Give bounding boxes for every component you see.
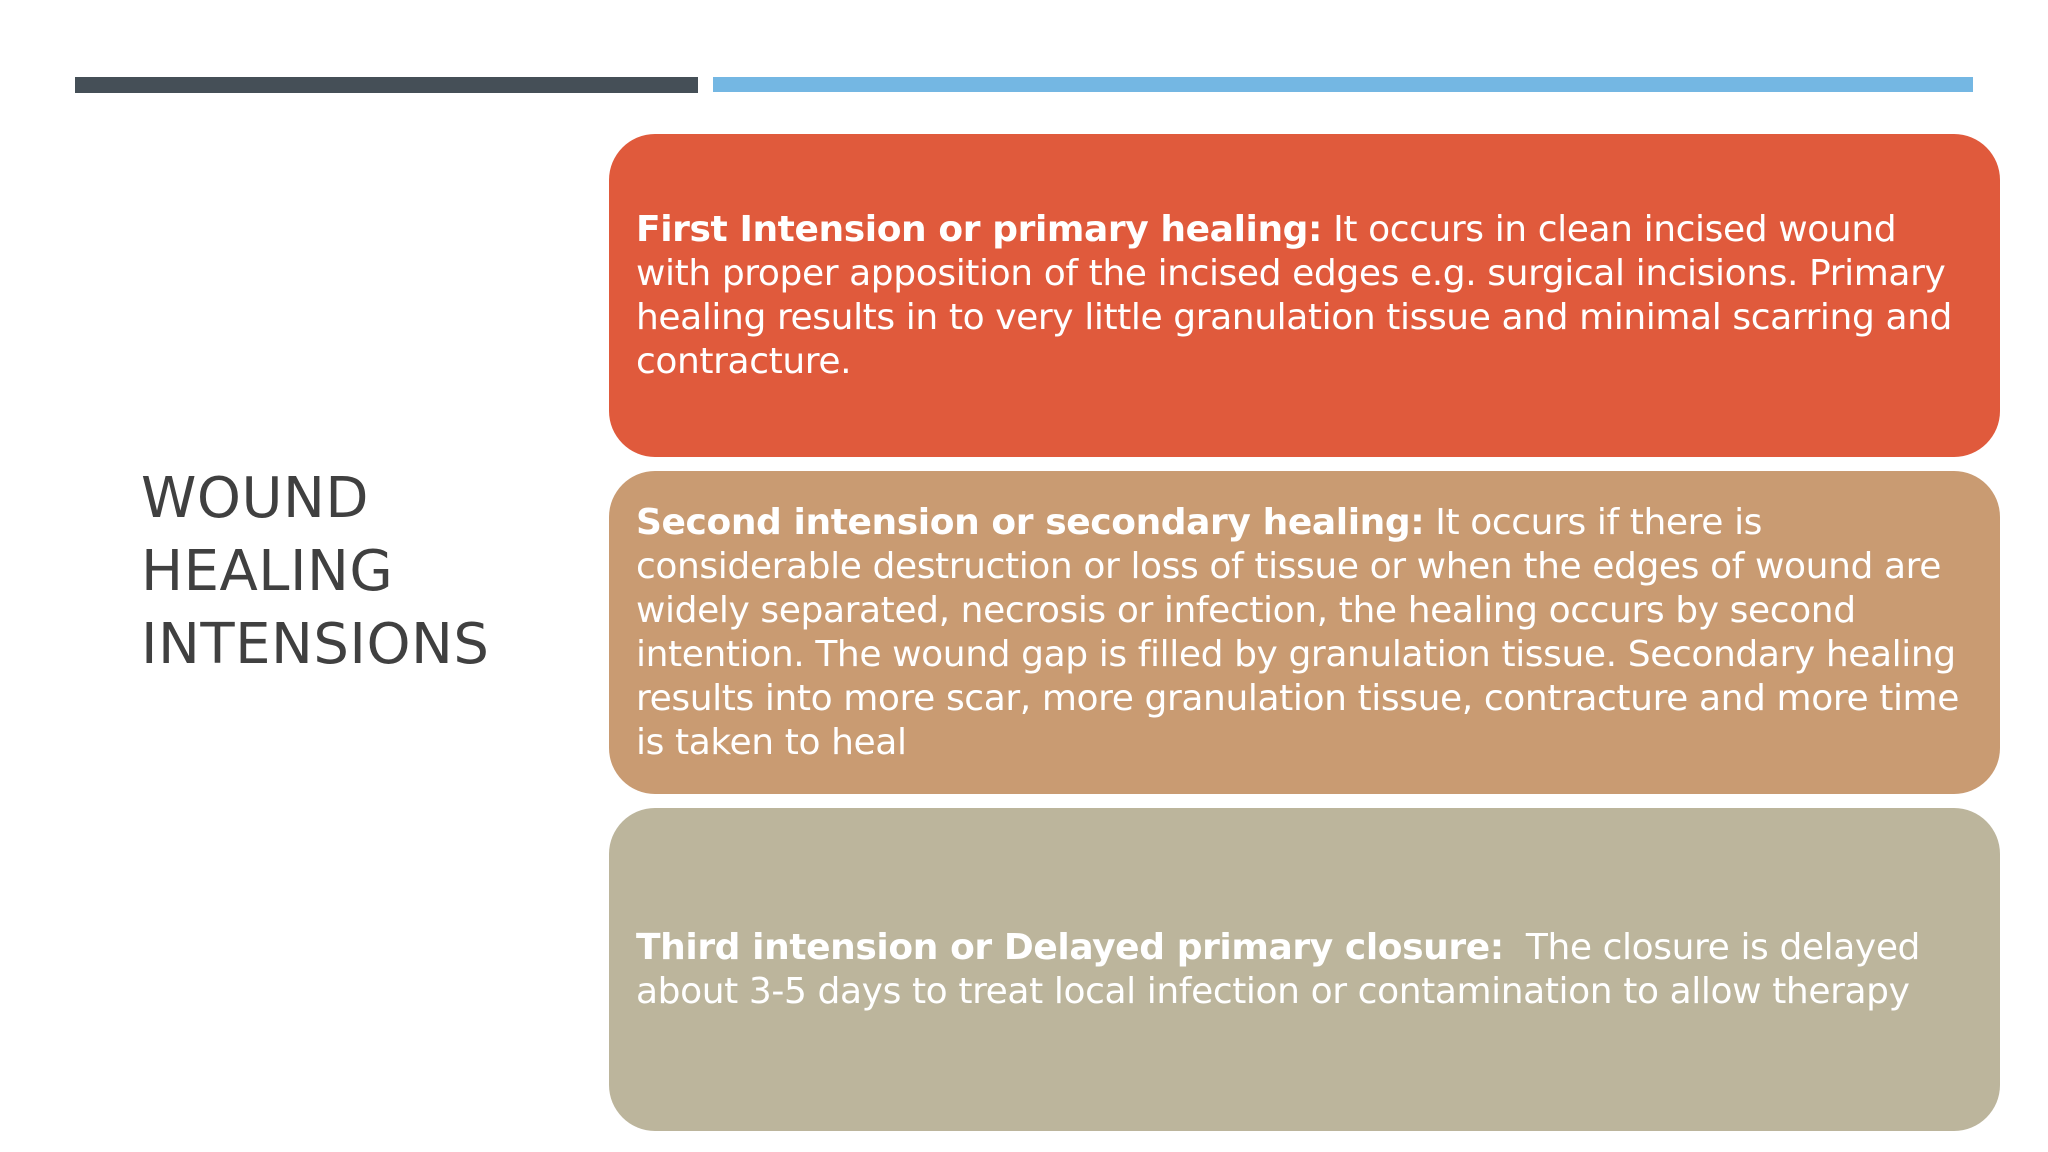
second-intension-description: It occurs if there is considerable destruction or loss of tissue or when the edges of wound are widely separated, necrosis or infection, the healing occurs by second intention. The wound gap is filled by granulation tissue. Secondary healing results into more scar, more granulation tissue, contracture and more time is taken to heal (636, 501, 1959, 763)
slide-title-line-1: WOUND (141, 466, 369, 531)
first-intension-box (609, 134, 2000, 457)
slide-title-line-2: HEALING (141, 539, 394, 604)
slide-title (141, 462, 561, 681)
third-intension-heading: Third intension or Delayed primary closure: (636, 926, 1504, 968)
second-intension-text (636, 501, 1960, 765)
first-intension-description: It occurs in clean incised wound with proper apposition of the incised edges e.g. surgical incisions. Primary healing results in to very little granulation tissue and minimal scarring and contracture. (636, 208, 1952, 382)
header-bar-dark (75, 77, 698, 93)
first-intension-heading: First Intension or primary healing: (636, 208, 1323, 250)
first-intension-text (636, 208, 1960, 384)
second-intension-heading: Second intension or secondary healing: (636, 501, 1425, 543)
third-intension-box (609, 808, 2000, 1131)
slide-title-line-3: INTENSIONS (141, 612, 490, 677)
third-intension-text (636, 926, 1960, 1014)
second-intension-box (609, 471, 2000, 794)
third-intension-description: The closure is delayed about 3-5 days to treat local infection or contamination to allow therapy (636, 926, 1932, 1012)
header-bar-accent (713, 77, 1973, 92)
